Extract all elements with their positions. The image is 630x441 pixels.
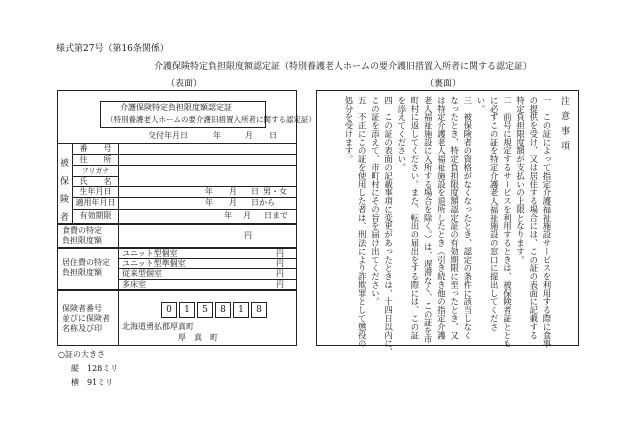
size-note: ○証の大きさ <box>58 350 105 359</box>
expiry-month: 月 <box>243 211 251 220</box>
expiry-until: 日まで <box>264 211 288 220</box>
note-column: に必ずこの証を特定介護老人福祉施設の窓口に提出してくださ <box>489 96 500 331</box>
row-number-label: 番 号 <box>79 144 112 153</box>
room-label-1: 居住費の特定 <box>62 258 110 267</box>
note-column: 特定負担限度額が支払いの上限となります。 <box>515 96 526 264</box>
room-yen-1: 円 <box>276 249 284 258</box>
note-column: い。 <box>476 96 486 113</box>
room-type-1: ユニット型個室 <box>122 249 178 258</box>
room-type-3: 従来型個室 <box>122 269 162 278</box>
note-column: の提供を受け、又は居住する場合には、この証の表面に記載する <box>528 96 539 340</box>
insurer-label-3: 名称及び印 <box>62 324 102 333</box>
start-from: 日から <box>251 198 275 207</box>
birth-year: 年 <box>205 187 213 196</box>
room-label-2: 負担限度額 <box>62 268 102 277</box>
insured-char-2: 保 <box>60 177 70 187</box>
insurer-label-1: 保険者番号 <box>62 304 102 313</box>
front-label: （表面） <box>166 79 203 89</box>
row-name-label: 氏 名 <box>79 177 112 186</box>
note-column: 一 この証によって指定介護福祉施設サービスを利用する際に食事 <box>542 96 552 348</box>
insurer-digit-3: 5 <box>197 302 213 318</box>
insured-char-3: 険 <box>60 195 70 205</box>
note-column: なったとき、特定負担限度額認定証の有効期限に至ったとき、又 <box>449 96 460 340</box>
gender-field: 男・女 <box>263 187 287 196</box>
note-column: 二 前号に規定するサービスを利用するときは、被保険者証ととも <box>502 96 513 348</box>
insurer-digit-4: 8 <box>215 302 231 318</box>
food-label-2: 負担限度額 <box>62 236 102 245</box>
insurer-name: 北海道勇払郡厚真町 <box>122 322 194 331</box>
room-type-4: 多床室 <box>122 280 146 289</box>
birth-day: 日 <box>251 187 259 196</box>
row-start-label: 適用年月日 <box>75 198 116 207</box>
note-column: 処分を受けます。 <box>344 96 354 164</box>
note-column: この証を添えて、市町村にその旨を届け出てください。 <box>370 96 381 306</box>
size-width: 横 91ミリ <box>71 378 114 387</box>
expiry-year: 年 <box>224 211 232 220</box>
food-label-1: 食費の特定 <box>62 226 102 235</box>
row-birth-label: 生年月日 <box>79 187 112 196</box>
form-number: 様式第27号（第16条関係） <box>56 44 169 54</box>
insured-char-1: 被 <box>60 159 70 169</box>
note-column: は特定介護老人福祉施設を退所したとき（引き続き他の指定介護 <box>436 96 447 340</box>
room-type-2: ユニット型準個室 <box>122 259 186 268</box>
issue-month: 月 <box>245 131 253 140</box>
note-column: 町村に返してください。また、転出の届出をする際には、この証 <box>410 96 420 340</box>
note-column: 三 被保険者の資格がなくなったとき、認定の条件に該当しなく <box>462 96 473 340</box>
note-column: 四 この証の表面の記載事項に変更があったときは、十四日以内に、 <box>383 96 394 357</box>
issue-year: 年 <box>213 131 221 140</box>
issue-date-label: 交付年月日 <box>148 131 188 140</box>
note-column: 老人福祉施設に入所する場合を除く。）は、遅滞なく、この証を市 <box>423 96 434 344</box>
room-yen-4: 円 <box>276 280 284 289</box>
card-title-line1: 介護保険特定負担限度額認定証 <box>120 103 232 112</box>
row-address-label: 住 所 <box>79 155 112 164</box>
insurer-town: 厚 真 町 <box>178 333 218 342</box>
card-title-line2: （特別養護老人ホームの要介護旧措置入所者に関する認定証） <box>106 115 316 124</box>
row-furigana-label: フリガナ <box>81 167 110 175</box>
insured-char-4: 者 <box>60 213 70 223</box>
back-label: （裏面） <box>425 79 462 89</box>
document-title: 介護保険特定負担限度額認定証（特別養護老人ホームの要介護旧措置入所者に関する認定証） <box>154 62 533 72</box>
birth-month: 月 <box>229 187 237 196</box>
issue-day: 日 <box>269 131 277 140</box>
insurer-digit-6: 8 <box>251 302 267 318</box>
start-year: 年 <box>205 198 213 207</box>
note-column: 五 不正にこの証を使用した者は、刑法により詐欺罪として懲役の <box>357 96 368 348</box>
start-month: 月 <box>229 198 237 207</box>
room-yen-3: 円 <box>276 269 284 278</box>
insurer-digit-2: 1 <box>179 302 195 318</box>
insurer-digit-1: 0 <box>161 302 177 318</box>
insurer-label-2: 並びに保険者 <box>62 314 110 323</box>
note-column: を添えてください。 <box>396 96 407 172</box>
food-yen: 円 <box>244 231 252 240</box>
insurer-digit-5: 1 <box>233 302 249 318</box>
row-expiry-label: 有効期限 <box>79 211 112 220</box>
size-height: 縦 128ミリ <box>71 364 119 373</box>
room-yen-2: 円 <box>276 259 284 268</box>
notes-heading: 注意事項 <box>559 96 569 156</box>
